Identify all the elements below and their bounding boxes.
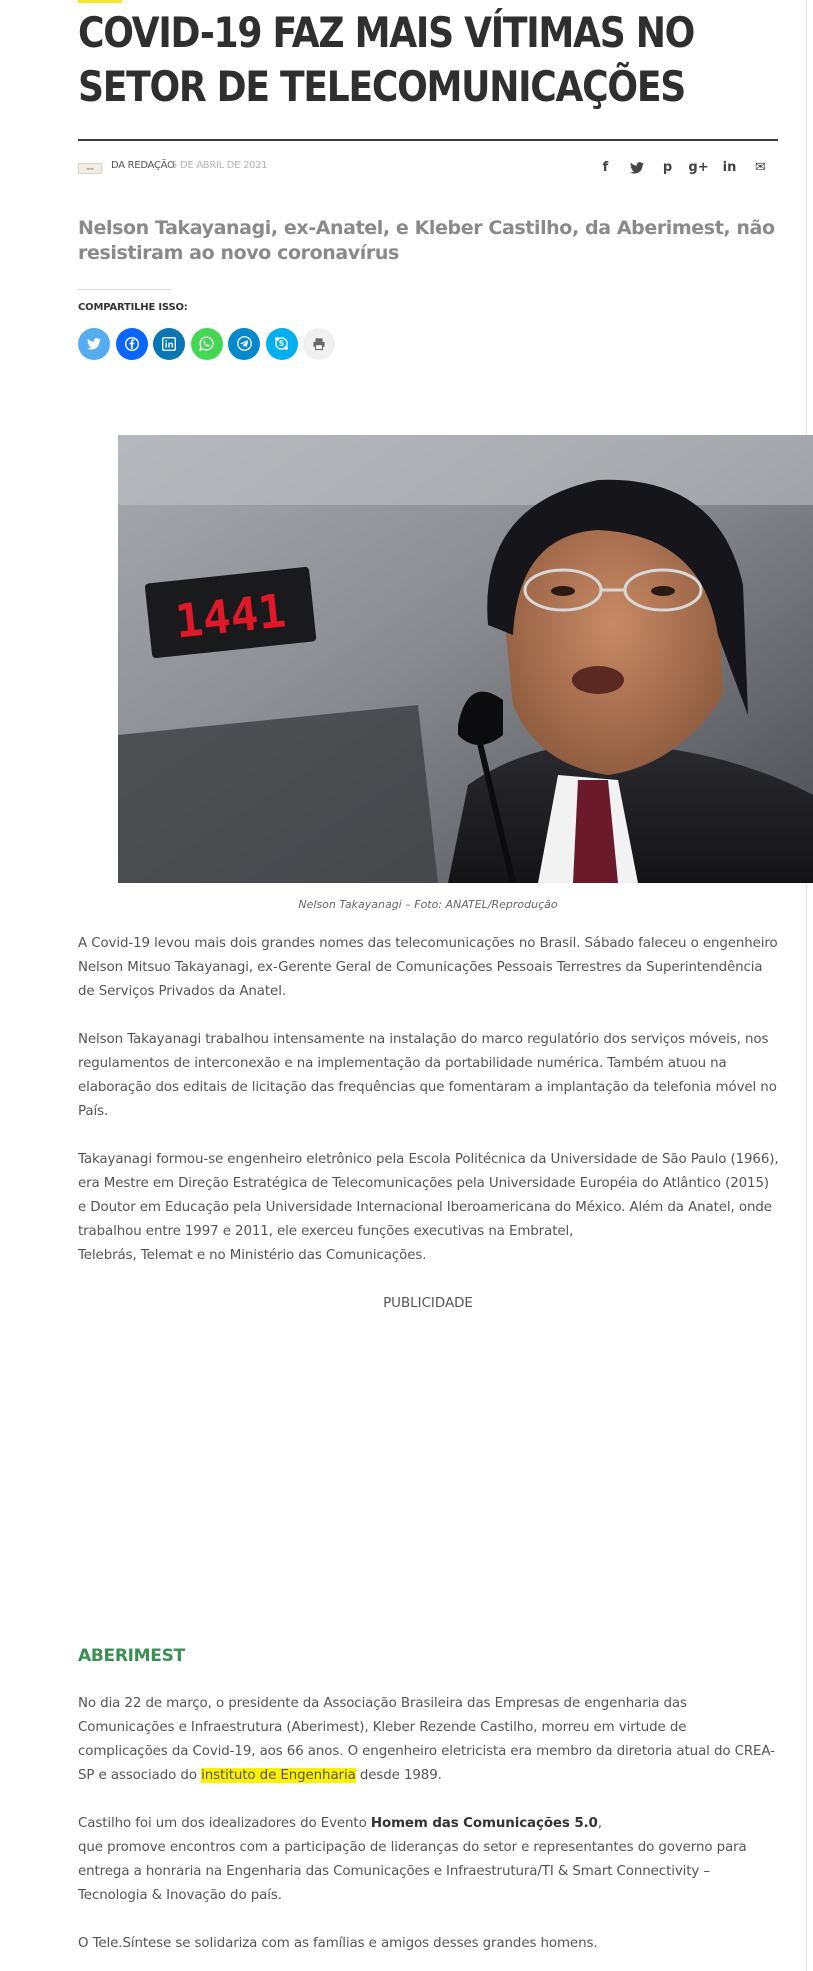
pinterest-icon[interactable]: p [662,160,673,175]
article-meta [78,156,778,180]
article-subtitle: Nelson Takayanagi, ex-Anatel, e Kleber Castilho, da Aberimest, não resistiram ao novo coronavírus [78,217,775,264]
share-linkedin-button[interactable] [153,328,185,360]
body-paragraph-4-text: No dia 22 de março, o presidente da Associação Brasileira das Empresas de engenharia das Comunicações e Infraestrutura (Aberimest), Kleber Rezende Castilho, morreu em virtude de complicações da Covid-19, aos 66 anos. O engenheiro eletricista era membro da diretoria atual do CREA-SP e associado do [78,1696,775,1783]
twitter-icon[interactable] [621,156,652,180]
print-icon [312,337,326,351]
svg-text:S: S [278,339,285,349]
article-title [78,6,695,114]
author-name[interactable]: REDAÇÃO [127,160,175,171]
display-counter: 1441 [172,583,289,649]
facebook-icon [125,337,139,351]
body-paragraph-1: A Covid-19 levou mais dois grandes nomes das telecomunicações no Brasil. Sábado faleceu o engenheiro Nelson Mitsuo Takayanagi, ex-Gerente Geral de Comunicações Pessoais Terrestres da Superintendência de Serviços Privados da Anatel. [78,936,778,999]
body-paragraph-3-tail: Telebrás, Telemat e no Ministério das Comunicações. [78,1248,427,1263]
body-paragraph-5 [78,1812,780,1908]
body-paragraph-3-text: Takayanagi formou-se engenheiro eletrônico pela Escola Politécnica da Universidade de São Paulo (1966), era Mestre em Direção Estratégica de Telecomunicações pela Universidade Européia do Atlântico (2015) e Doutor em Educação pela Universidade Internacional Iberoamericana do México. Além da Anatel, onde trabalhou entre 1997 e 2011, ele exerceu funções executivas na Embratel, [78,1152,779,1239]
social-share-bar [590,156,776,180]
article-title-line-2: SETOR DE TELECOMUNICAÇÕES [78,62,685,111]
body-paragraph-3 [78,1148,780,1268]
instituto-engenharia-link[interactable]: instituto de Engenharia [201,1768,356,1783]
page-right-border [806,0,807,1971]
share-skype-button[interactable] [266,328,298,360]
body-paragraph-5-text: Castilho foi um dos idealizadores do Evento [78,1816,367,1831]
body-paragraph-6: O Tele.Síntese se solidariza com as famílias e amigos desses grandes homens. [78,1936,598,1951]
author-byline[interactable] [111,160,175,171]
telegram-icon [237,336,252,351]
article-photo [118,435,813,883]
share-facebook-button[interactable] [116,328,148,360]
body-paragraph-4-tail: desde 1989. [359,1768,442,1783]
whatsapp-icon [199,336,214,351]
share-divider [78,289,172,290]
email-icon[interactable]: ✉ [755,160,766,175]
share-label: COMPARTILHE ISSO: [78,302,188,313]
body-paragraph-4 [78,1692,780,1788]
body-paragraph-2: Nelson Takayanagi trabalhou intensamente na instalação do marco regulatório dos serviços móveis, nos regulamentos de interconexão e na implementação da portabilidade numérica. Também atuou na elaboração dos editais de licitação das frequências que fomentaram a implantação da telefonia móvel no País. [78,1032,777,1119]
skype-icon [274,336,289,351]
share-print-button[interactable] [303,328,335,360]
linkedin-icon[interactable]: in [722,160,737,175]
share-whatsapp-button[interactable] [191,328,223,360]
linkedin-icon [162,337,176,351]
category-accent-bar [78,0,122,3]
article-title-line-1: COVID-19 FAZ MAIS VÍTIMAS NO [78,8,695,57]
share-buttons [78,328,335,360]
advertisement-label: PUBLICIDADE [383,1296,473,1311]
title-divider [78,139,778,141]
facebook-icon[interactable]: f [602,160,609,175]
google-plus-icon[interactable]: g+ [688,160,709,175]
comma: , [597,1816,602,1831]
author-avatar[interactable]: ▬▬ [78,163,102,174]
post-date: 5 DE ABRIL DE 2021 [171,160,268,171]
share-telegram-button[interactable] [228,328,260,360]
author-prefix: DA [111,160,125,171]
body-paragraph-5-tail: que promove encontros com a participação de lideranças do setor e representantes do governo para entrega a honraria na Engenharia das Comunicações e Infraestrutura/TI & Smart Connectivity – Tecnologia & Inovação do país. [78,1840,747,1903]
section-heading: ABERIMEST [78,1646,185,1666]
share-twitter-button[interactable] [78,328,110,360]
event-name: Homem das Comunicações 5.0 [370,1816,598,1831]
photo-caption: Nelson Takayanagi – Foto: ANATEL/Reprodução [298,898,558,911]
twitter-icon [87,338,101,350]
